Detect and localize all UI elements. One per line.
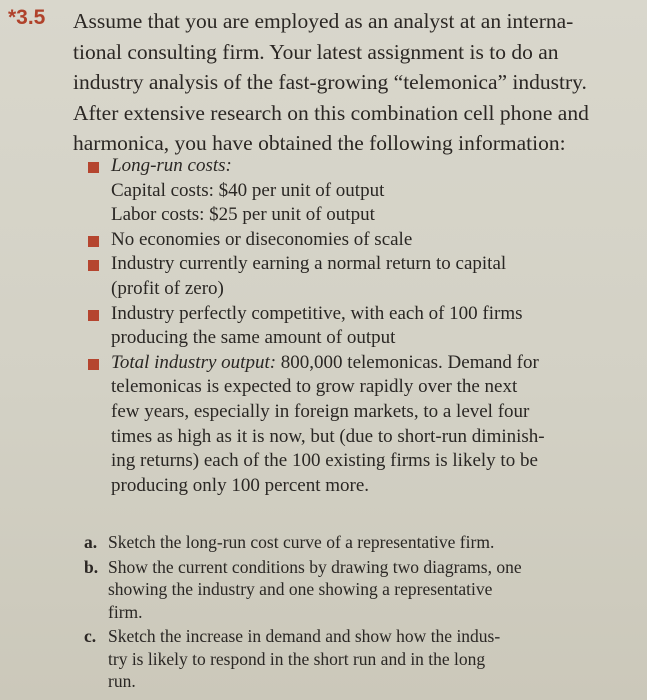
bullet-item	[87, 228, 632, 253]
bullet-line: times as high as it is now, but (due to short-run diminish-	[111, 425, 545, 447]
sub-question-line: run.	[108, 671, 136, 691]
bullet-item	[87, 302, 632, 351]
bullet-line: Long-run costs:	[111, 155, 232, 176]
sub-question-line: firm.	[108, 601, 143, 622]
intro-line: industry analysis of the fast-growing “telemonica” industry.	[73, 70, 587, 94]
bullet-line: few years, especially in foreign markets, to a level four	[111, 400, 530, 422]
sub-question-label: b.	[84, 556, 99, 577]
bullet-line: Labor costs: $25 per unit of output	[111, 204, 375, 226]
bullet-item	[87, 252, 632, 301]
bullet-line: producing the same amount of output	[111, 327, 396, 349]
sub-question-label: c.	[84, 626, 97, 646]
intro-line: After extensive research on this combination cell phone and	[73, 100, 589, 125]
square-bullet-icon	[88, 260, 99, 271]
bullet-line: Capital costs: $40 per unit of output	[111, 179, 385, 201]
bullet-line: producing only 100 percent more.	[111, 474, 370, 496]
sub-question-c	[84, 625, 634, 693]
bullet-list	[87, 154, 632, 498]
square-bullet-icon	[88, 310, 99, 321]
sub-question-line: showing the industry and one showing a representative	[108, 579, 493, 599]
problem-number: *3.5	[8, 6, 46, 29]
bullet-line: Industry currently earning a normal return to capital	[111, 253, 507, 275]
bullet-line: telemonicas is expected to grow rapidly over the next	[111, 376, 518, 398]
sub-question-line: Sketch the long-run cost curve of a representative firm.	[108, 532, 495, 552]
sub-question-a	[84, 531, 634, 554]
bullet-line	[111, 351, 632, 376]
intro-line: harmonica, you have obtained the following information:	[73, 131, 566, 155]
intro-line: Assume that you are employed as an analyst at an interna-	[73, 9, 574, 33]
sub-question-line: Show the current conditions by drawing two diagrams, one	[108, 556, 522, 577]
square-bullet-icon	[88, 236, 99, 247]
bullet-line: ing returns) each of the 100 existing firms is likely to be	[111, 450, 538, 472]
bullet-line: Industry perfectly competitive, with each of 100 firms	[111, 302, 523, 324]
sub-question-line: try is likely to respond in the short run and in the long	[108, 648, 486, 669]
bullet-lead: Total industry output:	[111, 351, 277, 373]
sub-question-b	[84, 556, 634, 624]
intro-line: tional consulting firm. Your latest assignment is to do an	[73, 39, 559, 64]
bullet-line: (profit of zero)	[111, 277, 224, 299]
bullet-line: No economies or diseconomies of scale	[111, 228, 413, 250]
bullet-lead-rest: 800,000 telemonicas. Demand for	[276, 351, 539, 373]
sub-question-label: a.	[84, 532, 98, 552]
bullet-item	[87, 154, 632, 228]
square-bullet-icon	[88, 359, 99, 370]
problem-intro	[73, 6, 633, 159]
sub-question-list	[84, 531, 634, 693]
bullet-item	[87, 351, 632, 499]
square-bullet-icon	[88, 162, 99, 173]
sub-question-line: Sketch the increase in demand and show how the indus-	[108, 626, 501, 646]
